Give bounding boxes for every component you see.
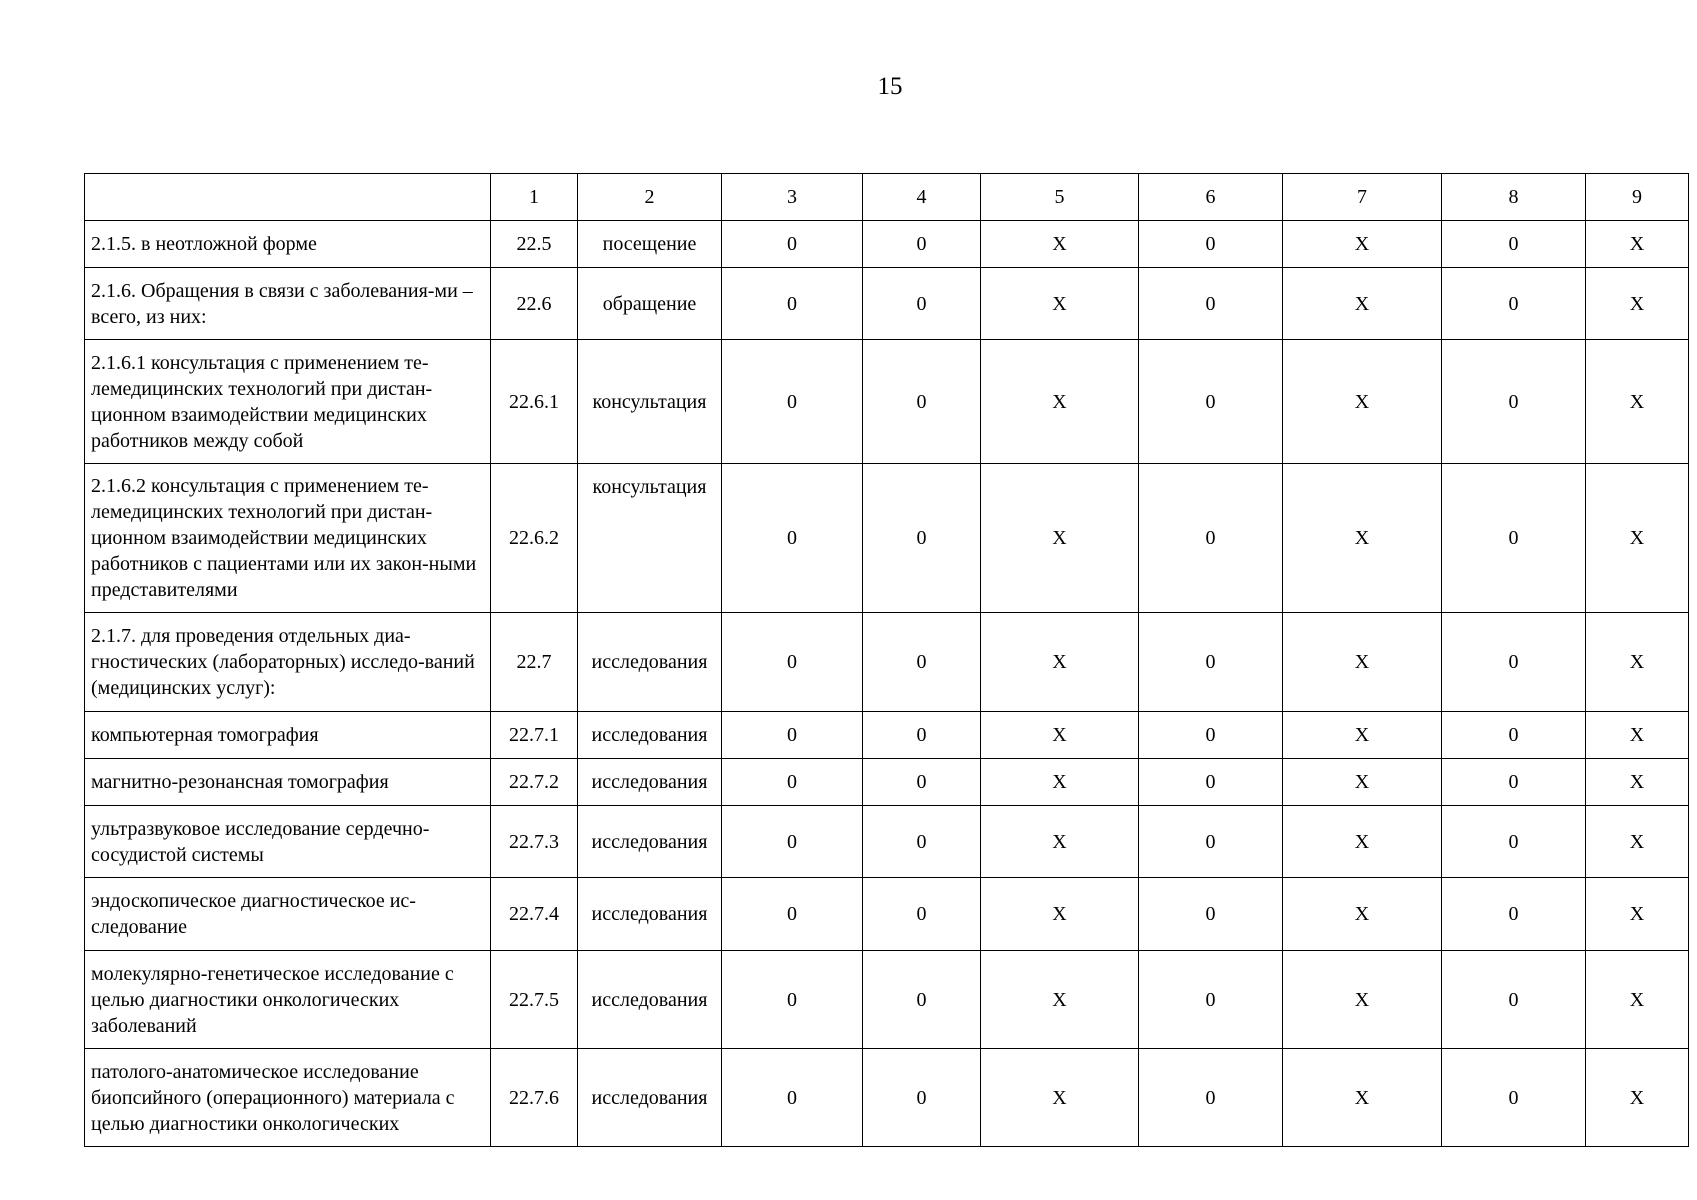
cell-col7: Х <box>1283 613 1442 712</box>
cell-col7: Х <box>1283 221 1442 268</box>
cell-col6: 0 <box>1139 464 1283 613</box>
row-code: 22.7.5 <box>491 951 578 1049</box>
cell-col4: 0 <box>863 464 981 613</box>
data-table <box>84 173 1689 1147</box>
cell-col4: 0 <box>863 759 981 806</box>
row-unit: исследования <box>578 806 722 878</box>
row-unit: консультация <box>578 464 722 613</box>
cell-col5: Х <box>981 340 1139 464</box>
cell-col6: 0 <box>1139 806 1283 878</box>
cell-col6: 0 <box>1139 1049 1283 1147</box>
cell-col5: Х <box>981 951 1139 1049</box>
row-name: ультразвуковое исследование сердечно-сосудистой системы <box>85 806 491 878</box>
row-name: 2.1.6. Обращения в связи с заболевания-ми – всего, из них: <box>85 268 491 340</box>
cell-col5: Х <box>981 268 1139 340</box>
cell-col3: 0 <box>722 712 863 759</box>
cell-col9: Х <box>1586 878 1689 951</box>
cell-col5: Х <box>981 806 1139 878</box>
row-name: 2.1.6.2 консультация с применением те-лемедицинских технологий при дистан-ционном взаимодействии медицинских работников с пациентами или их закон-ными представителями <box>85 464 491 613</box>
row-code: 22.7.1 <box>491 712 578 759</box>
cell-col9: Х <box>1586 806 1689 878</box>
header-cell: 9 <box>1586 174 1689 221</box>
row-unit: исследования <box>578 613 722 712</box>
row-unit: посещение <box>578 221 722 268</box>
cell-col3: 0 <box>722 806 863 878</box>
header-cell: 4 <box>863 174 981 221</box>
table-row <box>85 712 1689 759</box>
cell-col8: 0 <box>1442 878 1586 951</box>
row-unit: исследования <box>578 712 722 759</box>
cell-col3: 0 <box>722 340 863 464</box>
cell-col3: 0 <box>722 759 863 806</box>
cell-col3: 0 <box>722 1049 863 1147</box>
cell-col8: 0 <box>1442 1049 1586 1147</box>
row-name: 2.1.5. в неотложной форме <box>85 221 491 268</box>
cell-col7: Х <box>1283 712 1442 759</box>
row-code: 22.7.2 <box>491 759 578 806</box>
cell-col7: Х <box>1283 806 1442 878</box>
cell-col9: Х <box>1586 951 1689 1049</box>
table-row <box>85 268 1689 340</box>
cell-col6: 0 <box>1139 613 1283 712</box>
cell-col7: Х <box>1283 1049 1442 1147</box>
cell-col8: 0 <box>1442 759 1586 806</box>
header-cell <box>85 174 491 221</box>
row-name: 2.1.7. для проведения отдельных диа-гностических (лабораторных) исследо-ваний (медицинских услуг): <box>85 613 491 712</box>
row-code: 22.6.2 <box>491 464 578 613</box>
cell-col3: 0 <box>722 613 863 712</box>
cell-col9: Х <box>1586 464 1689 613</box>
cell-col4: 0 <box>863 268 981 340</box>
cell-col3: 0 <box>722 878 863 951</box>
cell-col4: 0 <box>863 712 981 759</box>
cell-col6: 0 <box>1139 268 1283 340</box>
cell-col6: 0 <box>1139 340 1283 464</box>
cell-col8: 0 <box>1442 268 1586 340</box>
cell-col7: Х <box>1283 878 1442 951</box>
header-cell: 1 <box>491 174 578 221</box>
cell-col9: Х <box>1586 613 1689 712</box>
row-unit: исследования <box>578 1049 722 1147</box>
cell-col6: 0 <box>1139 759 1283 806</box>
row-code: 22.7.3 <box>491 806 578 878</box>
cell-col8: 0 <box>1442 464 1586 613</box>
cell-col9: Х <box>1586 759 1689 806</box>
row-code: 22.6.1 <box>491 340 578 464</box>
cell-col5: Х <box>981 759 1139 806</box>
cell-col8: 0 <box>1442 806 1586 878</box>
cell-col5: Х <box>981 221 1139 268</box>
cell-col9: Х <box>1586 1049 1689 1147</box>
row-unit: обращение <box>578 268 722 340</box>
cell-col3: 0 <box>722 268 863 340</box>
row-code: 22.7 <box>491 613 578 712</box>
header-cell: 6 <box>1139 174 1283 221</box>
cell-col5: Х <box>981 464 1139 613</box>
table-row <box>85 806 1689 878</box>
cell-col5: Х <box>981 712 1139 759</box>
cell-col3: 0 <box>722 221 863 268</box>
cell-col6: 0 <box>1139 221 1283 268</box>
row-code: 22.5 <box>491 221 578 268</box>
cell-col6: 0 <box>1139 878 1283 951</box>
cell-col9: Х <box>1586 221 1689 268</box>
table-row <box>85 878 1689 951</box>
table-row <box>85 759 1689 806</box>
row-unit: исследования <box>578 878 722 951</box>
cell-col8: 0 <box>1442 221 1586 268</box>
cell-col7: Х <box>1283 951 1442 1049</box>
row-name: 2.1.6.1 консультация с применением те-лемедицинских технологий при дистан-ционном взаимодействии медицинских работников между собой <box>85 340 491 464</box>
header-cell: 8 <box>1442 174 1586 221</box>
cell-col9: Х <box>1586 268 1689 340</box>
cell-col6: 0 <box>1139 712 1283 759</box>
cell-col3: 0 <box>722 951 863 1049</box>
row-unit: исследования <box>578 759 722 806</box>
table-row <box>85 340 1689 464</box>
cell-col8: 0 <box>1442 340 1586 464</box>
cell-col7: Х <box>1283 464 1442 613</box>
header-cell: 5 <box>981 174 1139 221</box>
cell-col7: Х <box>1283 268 1442 340</box>
row-name: молекулярно-генетическое исследование с целью диагностики онкологических заболеваний <box>85 951 491 1049</box>
cell-col9: Х <box>1586 340 1689 464</box>
cell-col7: Х <box>1283 340 1442 464</box>
cell-col4: 0 <box>863 878 981 951</box>
row-name: компьютерная томография <box>85 712 491 759</box>
cell-col4: 0 <box>863 806 981 878</box>
page-number: 15 <box>877 73 903 100</box>
cell-col8: 0 <box>1442 613 1586 712</box>
cell-col4: 0 <box>863 951 981 1049</box>
row-code: 22.7.4 <box>491 878 578 951</box>
header-cell: 3 <box>722 174 863 221</box>
table-row <box>85 1049 1689 1147</box>
table-row <box>85 464 1689 613</box>
row-name: патолого-анатомическое исследование биопсийного (операционного) материала с целью диагностики онкологических <box>85 1049 491 1147</box>
cell-col4: 0 <box>863 340 981 464</box>
header-cell: 2 <box>578 174 722 221</box>
table-row <box>85 951 1689 1049</box>
cell-col8: 0 <box>1442 712 1586 759</box>
cell-col3: 0 <box>722 464 863 613</box>
cell-col5: Х <box>981 1049 1139 1147</box>
header-cell: 7 <box>1283 174 1442 221</box>
row-name: эндоскопическое диагностическое ис-следование <box>85 878 491 951</box>
cell-col6: 0 <box>1139 951 1283 1049</box>
table-row <box>85 221 1689 268</box>
row-code: 22.6 <box>491 268 578 340</box>
row-unit: исследования <box>578 951 722 1049</box>
row-code: 22.7.6 <box>491 1049 578 1147</box>
cell-col4: 0 <box>863 1049 981 1147</box>
cell-col7: Х <box>1283 759 1442 806</box>
cell-col4: 0 <box>863 221 981 268</box>
cell-col5: Х <box>981 878 1139 951</box>
row-unit: консультация <box>578 340 722 464</box>
row-name: магнитно-резонансная томография <box>85 759 491 806</box>
header-row <box>85 174 1689 221</box>
cell-col5: Х <box>981 613 1139 712</box>
cell-col8: 0 <box>1442 951 1586 1049</box>
cell-col9: Х <box>1586 712 1689 759</box>
cell-col4: 0 <box>863 613 981 712</box>
table-row <box>85 613 1689 712</box>
